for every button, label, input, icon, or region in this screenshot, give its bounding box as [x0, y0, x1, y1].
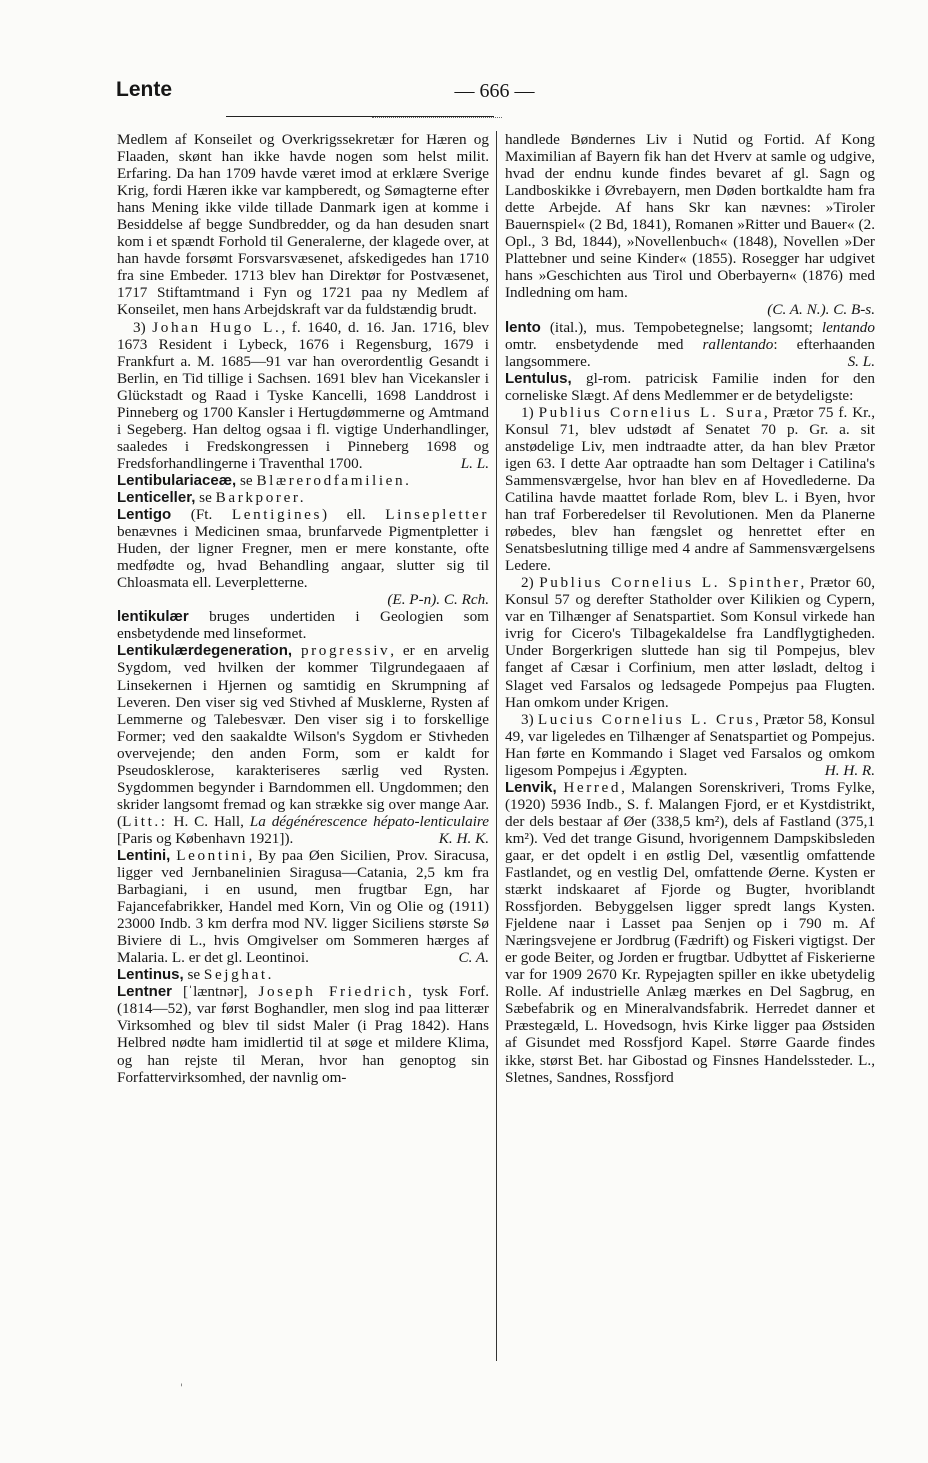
entry-lentigo: Lentigo (Ft. Lentigines) ell. Linsepletter benævnes i Medicinen smaa, brunfarvede Pigmentpletter i Huden, der ligner Fregner, men er mere konstante, ofte medfødte og, hvad Behandling angaar, slutter sig til Chloasmata ell. Leverpletterne. (E. P-n). C. Rch.	[117, 506, 489, 609]
page-number: — 666 —	[454, 80, 535, 102]
entry-lento: lento (ital.), mus. Tempobetegnelse; langsomt; lentando omtr. ensbetydende med rallentando: efterhaanden langsommere. S. L.	[505, 318, 876, 370]
headword: lentikulær	[117, 608, 189, 626]
entry-subitem: 2) Publius Cornelius L. Spinther, Prætor 60, Konsul 57 og derefter Statholder over Kilikien og Cypern, var en Tilhænger af Senatspartiet. Som Konsul virkede han ivrig for Cicero's Tilbagekaldelse fra Landflygtigheden. Under Borgerkrigen sluttede han sig til Pompejus, blev fanget af Cæsar i Corfinium, men atter løsladt, deltog i Slaget ved Farsalos og ledsagede Pompejus paa Flugten. Han omkom under Krigen.	[505, 574, 875, 711]
left-column	[117, 131, 489, 1086]
headword: Lentner	[117, 983, 173, 1001]
entry-lentikulaer: lentikulær bruges undertiden i Geologien som ensbetydende med linseformet.	[117, 608, 489, 643]
stray-mark: '	[180, 1383, 183, 1394]
signature: (E. P-n). C. Rch.	[387, 591, 489, 609]
entry-subitem: 3) Johan Hugo L., f. 1640, d. 16. Jan. 1716, blev 1673 Resident i Lybeck, 1676 i Regensburg, 1679 i Frankfurt a. M. 1685—91 var han overordentlig Gesandt i Berlin, en Tid tillige i Sachsen. 1691 blev han Vicekansler i Glückstadt og Raad i Tyske Kancelli, 1698 Landdrost i Pinneberg og 1700 Kansler i Hertugdømmerne og Amtmand i Segeberg. Han deltog ogsaa i fl. vigtige Underhandlinger, saaledes i Fredskongressen i Pinneberg 1698 og Fredsforhandlingerne i Traventhal 1700. L. L.	[117, 318, 490, 472]
headword: Lenticeller,	[117, 488, 196, 506]
entry-lentner: Lentner [ˈlæntnər], Joseph Friedrich, tysk Forf. (1814—52), var først Boghandler, men slog ind paa litterær Virksomhed og blev til sidst Maler (i Prag 1842). Hans Helbred nødte ham imidlertid til at søge et mildere Klima, og han rejste til Meran, hvor han genoptog sin Forfattervirksomhed, der navnlig om-	[117, 983, 489, 1086]
headword: Lentikulærdegeneration,	[117, 642, 293, 660]
entry-lenticeller: Lenticeller, se Barkporer.	[117, 488, 307, 506]
entry-lentikulaerdegeneration: Lentikulærdegeneration, progressiv, er en arvelig Sygdom, ved hvilken der kommer Tilgrundegaaen af Linsekernen i Hjernen og samtidig en Skrumpning af Leveren. Den viser sig ved Stivhed af Musklerne, Rysten af Lemmerne og Talebesvær. Den viser sig i to forskellige Former; ved den saakaldte Wilson's Sygdom er Stivheden overvejende; den anden Form, som er kaldt for Pseudosklerose, karakteriseres særlig ved Rysten. Sygdommen begynder i Barndommen ell. Ungdommen; den skrider langsomt fremad og kan strække sig over mange Aar. (Litt.: H. C. Hall, La dégénérescence hépato-lenticulaire [Paris og København 1921]). K. H. K.	[117, 642, 489, 847]
running-header	[116, 78, 873, 112]
entry-lentinus: Lentinus, se Sejghat.	[117, 966, 275, 984]
entry-lentibulariaceae: Lentibulariaceæ, se Blærerodfamilien.	[117, 471, 412, 489]
headword: Lentulus,	[505, 369, 572, 387]
column-divider	[496, 131, 497, 1361]
entry-lenvik: Lenvik, Herred, Malangen Sorenskriveri, Troms Fylke, (1920) 5936 Indb., S. f. Malangen Fjord, er et Kystdistrikt, der dels bestaar af Øer (338,5 km²), dels af Fastland (375,1 km²). Ved det trange Gisund, hvorigennem Dampskibsleden gaar, er det opdelt i en østlig Del, væsentlig omfattende Fastlandet, og en vestlig Del, omfattende Øerne. Kysten er stærkt indskaaret af Fjorde og Bugter, hvoriblandt Rossfjorden. Bebyggelsen ligger spredt langs Kysten. Fjeldene naar i Lasset paa Senjen op i 790 m. Af Næringsvejene er Jordbrug (Fædrift) og Fiskeri vigtigst. Der er gode Beiter, og Jorden er frugtbar. Udbyttet af Fiskerierne var for 1909 2670 Kr. Rypejagten spiller en ikke ubetydelig Rolle. Af industrielle Anlæg mærkes en Del Sagbrug, en Sæbefabrik og en Mineralvandsfabrik. Herredet danner et Præstegæld, L. Hovedsogn, hvis Kirke ligger paa Østsiden af Gisundet med Rossfjord Kapel. Større Gaarde findes ikke, størst Bet. har Gibostad og Finsnes Handelssteder. L., Sletnes, Sandnes, Rossfjord	[505, 778, 876, 1086]
headword: Lentigo	[117, 506, 172, 524]
signature: (C. A. N.). C. B-s.	[767, 301, 875, 319]
headword: lento	[505, 318, 541, 336]
entry-subitem: 3) Lucius Cornelius L. Crus, Prætor 58, Konsul 49, var ligeledes en Tilhænger af Senatspartiet og Pompejus. Han førte en Kommando i Slaget ved Farsalos og omkom ligesom Pompejus i Ægypten. H. H. R.	[505, 710, 875, 779]
header-rule-dots	[372, 117, 502, 118]
running-headword: Lente	[116, 78, 173, 101]
entry-lentulus: Lentulus, gl-rom. patricisk Familie inden for den corneliske Slægt. Af dens Medlemmer er de betydeligste:	[505, 369, 875, 404]
entry-lentini: Lentini, Leontini, By paa Øen Sicilien, Prov. Siracusa, ligger ved Jernbanelinien Siragusa—Catania, 2,5 km fra Barbagiani, i en usund, men frugtbar Egn, har Fajancefabrikker, Handel med Korn, Vin og Olie og (1911) 23000 Indb. 3 km derfra mod NV. ligger Siciliens største Sø Biviere di L., hvis Omgivelser om Sommeren hærges af Malaria. L. er det gl. Leontinoi. C. A.	[117, 846, 489, 967]
headword: Lentini,	[117, 846, 171, 864]
entry-subitem: 1) Publius Cornelius L. Sura, Prætor 75 f. Kr., Konsul 71, blev udstødt af Senatet 70 p. Gr. a. sit anstødelige Liv, men indtraadte atter, da han blev Prætor igen 63. I dette Aar optraadte han som Deltager i Catilina's Sammensværgelse, hvor han blev en af Hovedlederne. Da Catilina havde maattet forlade Rom, blev L. i Byen, hvor han traf Forberedelser til Revolutionen. Men da Planerne røbedes, blev han fængslet og henrettet efter en Senatsbeslutning tillige med 4 andre af Sammensværgelsens Ledere.	[505, 403, 875, 575]
headword: Lentinus,	[117, 966, 184, 984]
entry-continuation: handlede Bøndernes Liv i Nutid og Fortid. Af Kong Maximilian af Bayern fik han det Hverv at samle og udgive, hvad der endnu kunde findes bevaret af gl. Sagn og Landboskikke i Øvrebayern, men Døden bortkaldte ham fra dette Arbejde. Af hans Skr kan nævnes: »Tiroler Bauernspiel« (2 Bd, 1841), Romanen »Ritter und Bauer« (2. Opl., 3 Bd, 1844), »Novellenbuch« (1848), Novellen »Der Plattebner und seine Kinder« (1855). Rosegger har udgivet hans »Geschichten aus Tirol und Oberbayern« (1876) med Indledning om ham. (C. A. N.). C. B-s.	[505, 131, 875, 319]
right-column	[505, 131, 875, 1086]
headword: Lentibulariaceæ,	[117, 471, 237, 489]
headword: Lenvik,	[505, 778, 557, 796]
entry-continuation: Medlem af Konseilet og Overkrigssekretær for Hæren og Flaaden, skønt han ikke havde nogen som helst milit. Erfaring. Da han 1709 havde været imod at erklære Sverige Krig, fordi Hæren ikke var kampberedt, og Sømagterne efter hans Mening ikke vilde tillade Danmark igen at komme i Besiddelse af begge Sundbredder, og da han desuden snart kom i et spændt Forhold til Generalerne, der klagede over, at han havde forsømt Forsvarsvæsenet, afskedigedes han 1710 fra sine Embeder. 1713 blev han Direktør for Postvæsenet, 1717 Stiftamtmand i Fyn og 1721 paa ny Medlem af Konseilet, men hans Arbejdskraft var da fuldstændig brudt.	[117, 131, 489, 319]
